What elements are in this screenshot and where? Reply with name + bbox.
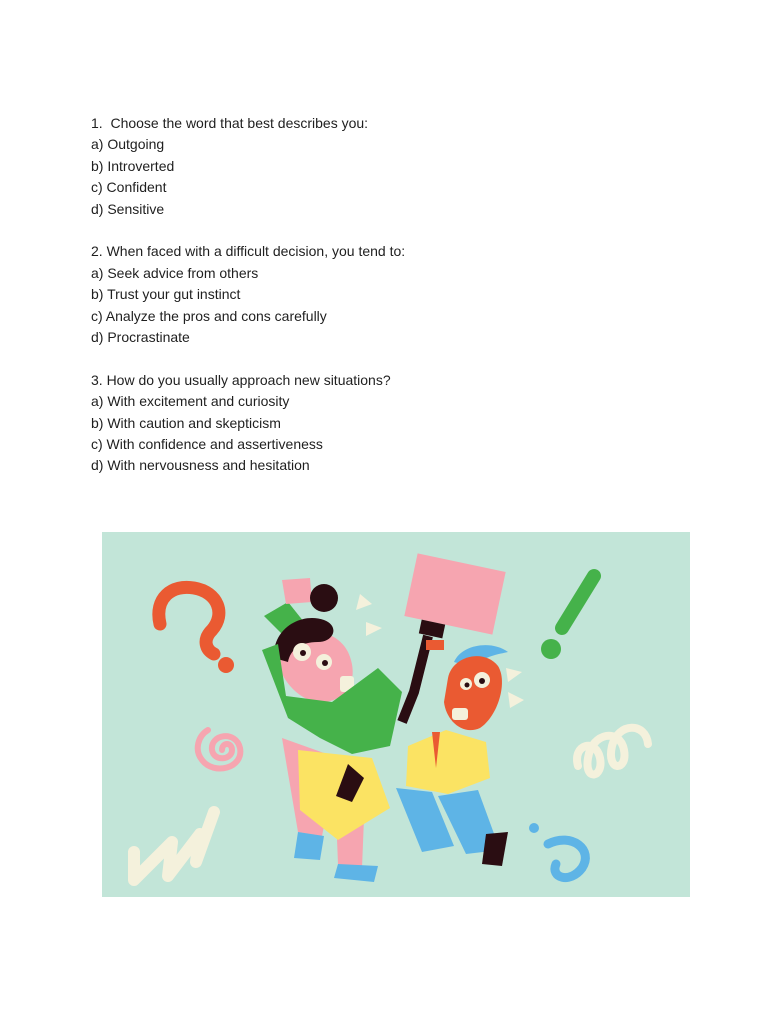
question-2-option-a: a) Seek advice from others (91, 264, 259, 281)
illustration-svg (102, 532, 690, 897)
question-1-option-d: d) Sensitive (91, 200, 165, 217)
question-3 (91, 370, 691, 477)
question-2-option-c: c) Analyze the pros and cons carefully (91, 307, 327, 324)
question-3-option-d: d) With nervousness and hesitation (91, 457, 310, 474)
confused-people-illustration (102, 532, 690, 897)
question-2-option-b: b) Trust your gut instinct (91, 286, 241, 303)
question-2-prompt: 2. When faced with a difficult decision, you tend to: (91, 243, 406, 260)
quiz-questions (91, 113, 691, 477)
question-1-prompt: 1. Choose the word that best describes you: (91, 115, 369, 131)
question-1-option-a: a) Outgoing (91, 136, 165, 153)
question-1-option-b: b) Introverted (91, 157, 175, 174)
question-2 (91, 241, 691, 348)
question-1-option-c: c) Confident (91, 179, 167, 196)
question-3-prompt: 3. How do you usually approach new situations? (91, 371, 391, 388)
question-3-option-b: b) With caution and skepticism (91, 414, 281, 431)
question-3-option-c: c) With confidence and assertiveness (91, 436, 323, 453)
question-1 (91, 113, 691, 220)
question-3-option-a: a) With excitement and curiosity (91, 393, 290, 410)
question-2-option-d: d) Procrastinate (91, 329, 190, 346)
